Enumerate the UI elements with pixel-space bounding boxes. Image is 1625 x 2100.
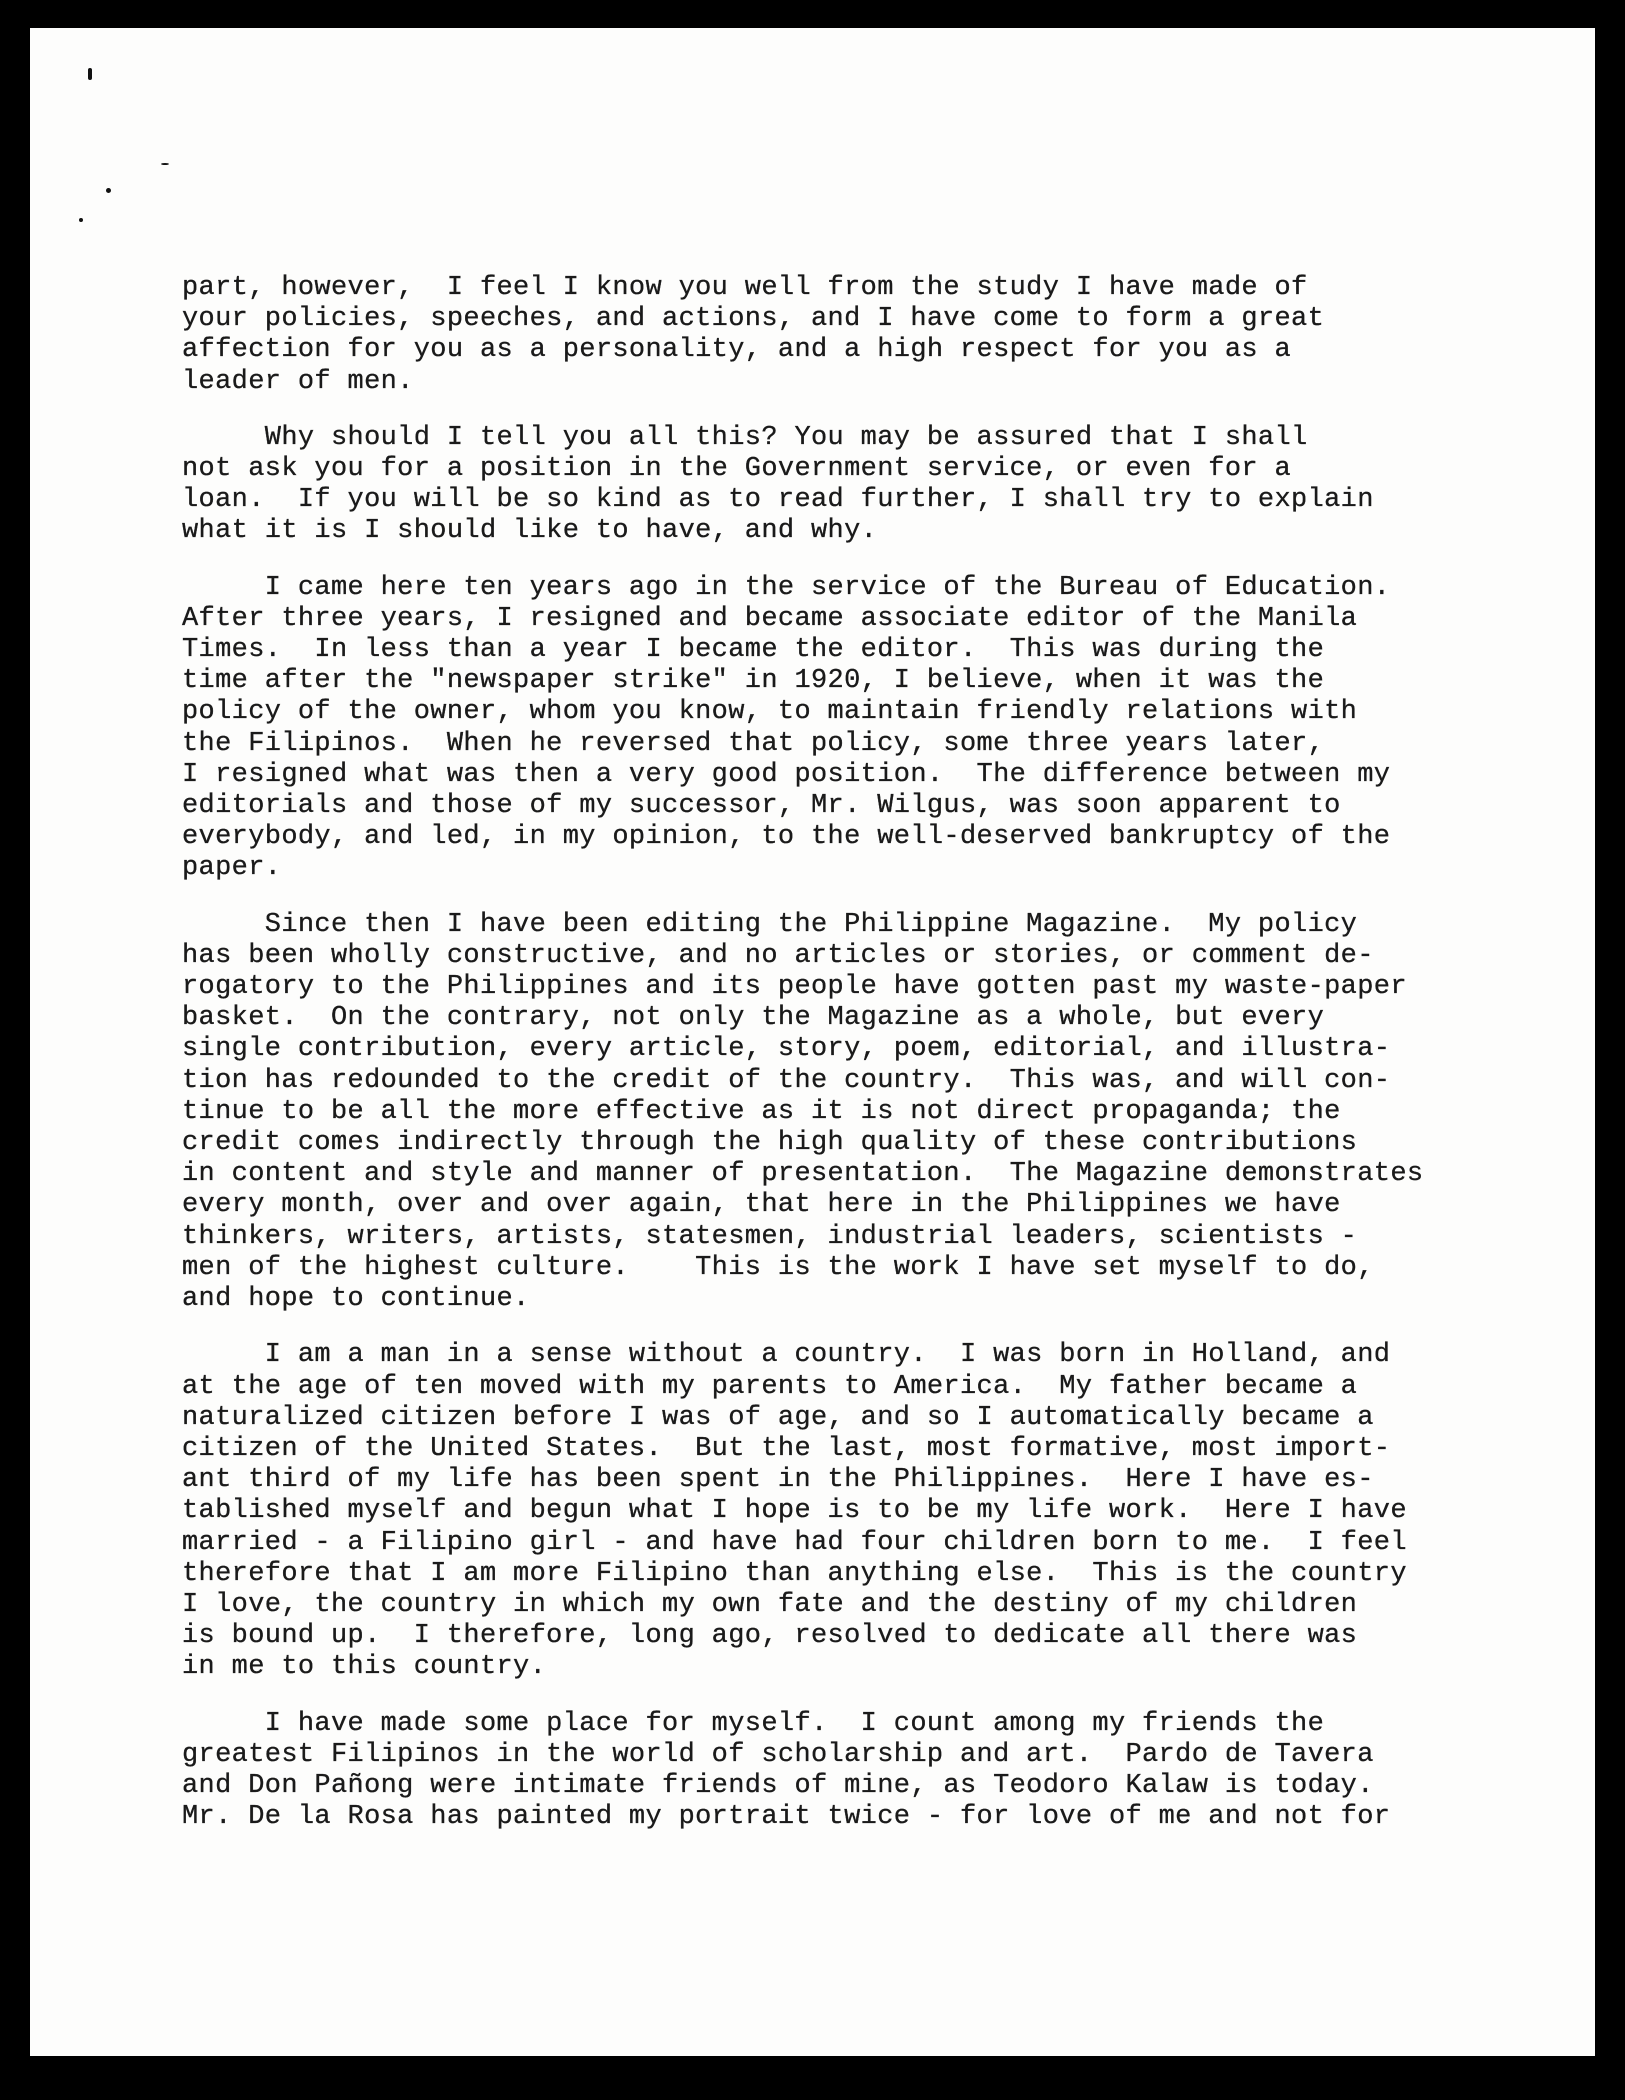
paragraph	[182, 1340, 1595, 1683]
paragraph	[182, 423, 1595, 548]
letter-page	[30, 28, 1595, 2056]
letter-body	[182, 273, 1595, 1833]
text-line: and Don Pañong were intimate friends of mine, as Teodoro Kalaw is today.	[182, 1770, 1374, 1801]
ink-speck	[106, 188, 111, 193]
text-line: in me to this country.	[182, 1652, 547, 1683]
text-line: credit comes indirectly through the high quality of these contributions	[182, 1128, 1358, 1159]
text-line: is bound up. I therefore, long ago, resolved to dedicate all there was	[182, 1621, 1358, 1652]
ink-speck	[161, 163, 169, 165]
text-line: Times. In less than a year I became the editor. This was during the	[182, 635, 1325, 666]
text-line: in content and style and manner of presentation. The Magazine demonstrates	[182, 1159, 1424, 1190]
text-line: the Filipinos. When he reversed that policy, some three years later,	[182, 728, 1325, 759]
text-line: Mr. De la Rosa has painted my portrait twice - for love of me and not for	[182, 1802, 1391, 1833]
text-line: has been wholly constructive, and no articles or stories, or comment de-	[182, 940, 1374, 971]
text-line: tion has redounded to the credit of the country. This was, and will con-	[182, 1065, 1391, 1096]
text-line: therefore that I am more Filipino than anything else. This is the country	[182, 1558, 1407, 1589]
text-line: men of the highest culture. This is the work I have set myself to do,	[182, 1252, 1374, 1283]
text-line: greatest Filipinos in the world of scholarship and art. Pardo de Tavera	[182, 1739, 1374, 1770]
text-line: I have made some place for myself. I count among my friends the	[182, 1708, 1325, 1739]
text-line: and hope to continue.	[182, 1284, 530, 1315]
text-line: tinue to be all the more effective as it is not direct propaganda; the	[182, 1096, 1341, 1127]
text-line: time after the "newspaper strike" in 1920, I believe, when it was the	[182, 666, 1325, 697]
text-line: not ask you for a position in the Government service, or even for a	[182, 454, 1292, 485]
text-line: ant third of my life has been spent in the Philippines. Here I have es-	[182, 1465, 1374, 1496]
text-line: loan. If you will be so kind as to read further, I shall try to explain	[182, 485, 1374, 516]
text-line: I love, the country in which my own fate and the destiny of my children	[182, 1589, 1358, 1620]
text-line: Why should I tell you all this? You may be assured that I shall	[182, 422, 1308, 453]
text-line: tablished myself and begun what I hope is to be my life work. Here I have	[182, 1496, 1407, 1527]
paragraph	[182, 273, 1595, 398]
text-line: naturalized citizen before I was of age, and so I automatically became a	[182, 1402, 1374, 1433]
text-line: After three years, I resigned and became associate editor of the Manila	[182, 603, 1358, 634]
ink-speck	[79, 218, 83, 222]
text-line: everybody, and led, in my opinion, to the well-deserved bankruptcy of the	[182, 822, 1391, 853]
text-line: editorials and those of my successor, Mr. Wilgus, was soon apparent to	[182, 791, 1341, 822]
paragraph	[182, 910, 1595, 1316]
paragraph	[182, 573, 1595, 885]
text-line: affection for you as a personality, and a high respect for you as a	[182, 335, 1292, 366]
text-line: paper.	[182, 853, 282, 884]
text-line: at the age of ten moved with my parents to America. My father became a	[182, 1371, 1358, 1402]
text-line: every month, over and over again, that here in the Philippines we have	[182, 1190, 1341, 1221]
text-line: I resigned what was then a very good position. The difference between my	[182, 759, 1391, 790]
text-line: your policies, speeches, and actions, and I have come to form a great	[182, 304, 1325, 335]
text-line: basket. On the contrary, not only the Magazine as a whole, but every	[182, 1003, 1325, 1034]
text-line: what it is I should like to have, and why.	[182, 516, 878, 547]
text-line: I am a man in a sense without a country. I was born in Holland, and	[182, 1340, 1391, 1371]
text-line: married - a Filipino girl - and have had four children born to me. I feel	[182, 1527, 1407, 1558]
text-line: I came here ten years ago in the service of the Bureau of Education.	[182, 572, 1391, 603]
text-line: rogatory to the Philippines and its people have gotten past my waste-paper	[182, 972, 1407, 1003]
text-line: thinkers, writers, artists, statesmen, industrial leaders, scientists -	[182, 1221, 1358, 1252]
text-line: part, however, I feel I know you well from the study I have made of	[182, 273, 1308, 303]
text-line: single contribution, every article, story, poem, editorial, and illustra-	[182, 1034, 1391, 1065]
text-line: citizen of the United States. But the last, most formative, most import-	[182, 1433, 1391, 1464]
ink-speck	[88, 68, 92, 80]
text-line: Since then I have been editing the Philippine Magazine. My policy	[182, 909, 1358, 940]
text-line: leader of men.	[182, 366, 414, 397]
text-line: policy of the owner, whom you know, to maintain friendly relations with	[182, 697, 1358, 728]
paragraph	[182, 1709, 1595, 1834]
